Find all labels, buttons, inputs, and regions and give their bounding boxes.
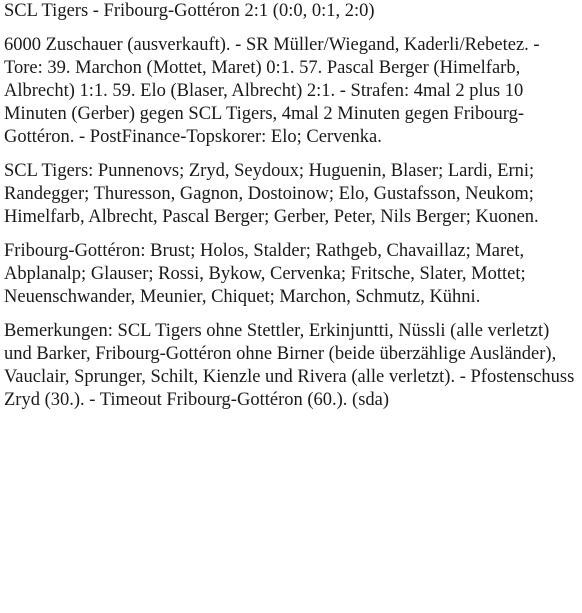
scl-tigers-lineup-paragraph: SCL Tigers: Punnenovs; Zryd, Seydoux; Huguenin, Blaser; Lardi, Erni; Randegger; Thuresson, Gagnon, Dostoinow; Elo, Gustafsson, Neukom; Himelfarb, Albrecht, Pascal Berger; Gerber, Peter, Nils Berger; Kuonen. — [4, 161, 539, 227]
fribourg-lineup-paragraph: Fribourg-Gottéron: Brust; Holos, Stalder; Rathgeb, Chavaillaz; Maret, Abplanalp; Glauser; Rossi, Bykow, Cervenka; Fritsche, Slater, Mottet; Neuenschwander, Meunier, Chiquet; Marchon, Schmutz, Kühni. — [4, 241, 526, 307]
match-report — [4, 0, 578, 412]
match-facts-paragraph: 6000 Zuschauer (ausverkauft). - SR Müller/Wiegand, Kaderli/Rebetez. - Tore: 39. Marchon (Mottet, Maret) 0:1. 57. Pascal Berger (Himelfarb, Albrecht) 1:1. 59. Elo (Blaser, Albrecht) 2:1. - Strafen: 4mal 2 plus 10 Minuten (Gerber) gegen SCL Tigers, 4mal 2 Minuten gegen Fribourg-Gottéron. - PostFinance-Topskorer: Elo; Cervenka. — [4, 35, 540, 147]
remarks-paragraph: Bemerkungen: SCL Tigers ohne Stettler, Erkinjuntti, Nüssli (alle verletzt) und Barker, Fribourg-Gottéron ohne Birner (beide überzählige Ausländer), Vauclair, Sprunger, Schilt, Kienzle und Rivera (alle verletzt). - Pfostenschuss Zryd (30.). - Timeout Fribourg-Gottéron (60.). (sda) — [4, 321, 575, 410]
match-result-headline: SCL Tigers - Fribourg-Gottéron 2:1 (0:0, 0:1, 2:0) — [4, 1, 375, 21]
